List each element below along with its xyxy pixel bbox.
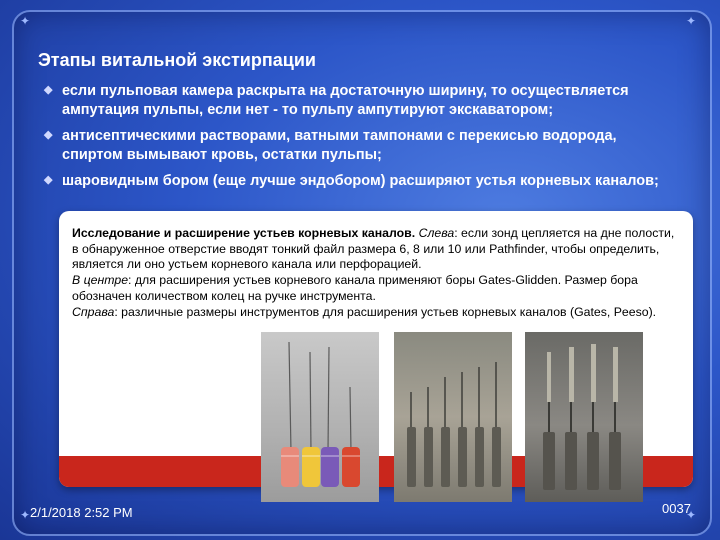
bullet-item <box>44 172 666 191</box>
bullet-item <box>44 127 666 165</box>
corner-mark-bottom-left: ✦ <box>20 508 31 522</box>
peeso-reamers-image <box>525 332 643 502</box>
caption-right-text: : различные размеры инструментов для расширения устьев корневых каналов (Gates, Peeso). <box>114 304 657 319</box>
caption-right-label: Справа <box>72 304 115 319</box>
caption-left-label: Слева <box>418 226 455 240</box>
gates-glidden-burs-image <box>394 332 512 502</box>
bullet-text: шаровидным бором (еще лучше эндобором) расширяют устья корневых каналов; <box>62 173 659 189</box>
footer-page-number: 0037 <box>662 501 691 516</box>
bullet-diamond-icon: ◆ <box>44 84 53 96</box>
photo-gates-glidden-burs <box>394 332 512 502</box>
footer-date: 2/1/2018 2:52 PM <box>30 505 133 520</box>
corner-mark-bottom-right: ✦ <box>686 508 697 522</box>
caption-center-label: В центре <box>72 273 129 288</box>
bullet-list <box>44 82 666 198</box>
corner-mark-top-left: ✦ <box>20 14 31 28</box>
caption-center-text: : для расширения устьев корневого канала применяют боры Gates-Glidden. Размер бора обозначен количеством колец на ручке инструмента. <box>72 273 638 303</box>
photo-root-canal-files <box>261 332 379 502</box>
corner-mark-top-right: ✦ <box>686 14 697 28</box>
photo-peeso-reamers <box>525 332 643 502</box>
root-canal-files-image <box>261 332 379 502</box>
caption-left-text: : если зонд цепляется на дне полости, в обнаруженное отверстие вводят тонкий файл размера 6, 8 или 10 или Pathfinder, чтобы определить, является ли оно устьем корневого канала или перфорацией. <box>72 226 675 272</box>
caption-text <box>72 226 684 320</box>
bullet-text: антисептическими растворами, ватными тампонами с перекисью водорода, спиртом вымывают кровь, остатки пульпы; <box>62 128 617 163</box>
bullet-text: если пульповая камера раскрыта на достаточную ширину, то осуществляется ампутация пульпы, если нет - то пульпу ампутируют экскаватором; <box>62 83 629 118</box>
slide-title: Этапы витальной экстирпации <box>38 50 316 70</box>
bullet-diamond-icon: ◆ <box>44 129 53 141</box>
bullet-item <box>44 82 666 120</box>
caption-heading: Исследование и расширение устьев корневых каналов. <box>72 226 416 240</box>
bullet-diamond-icon: ◆ <box>44 174 53 186</box>
